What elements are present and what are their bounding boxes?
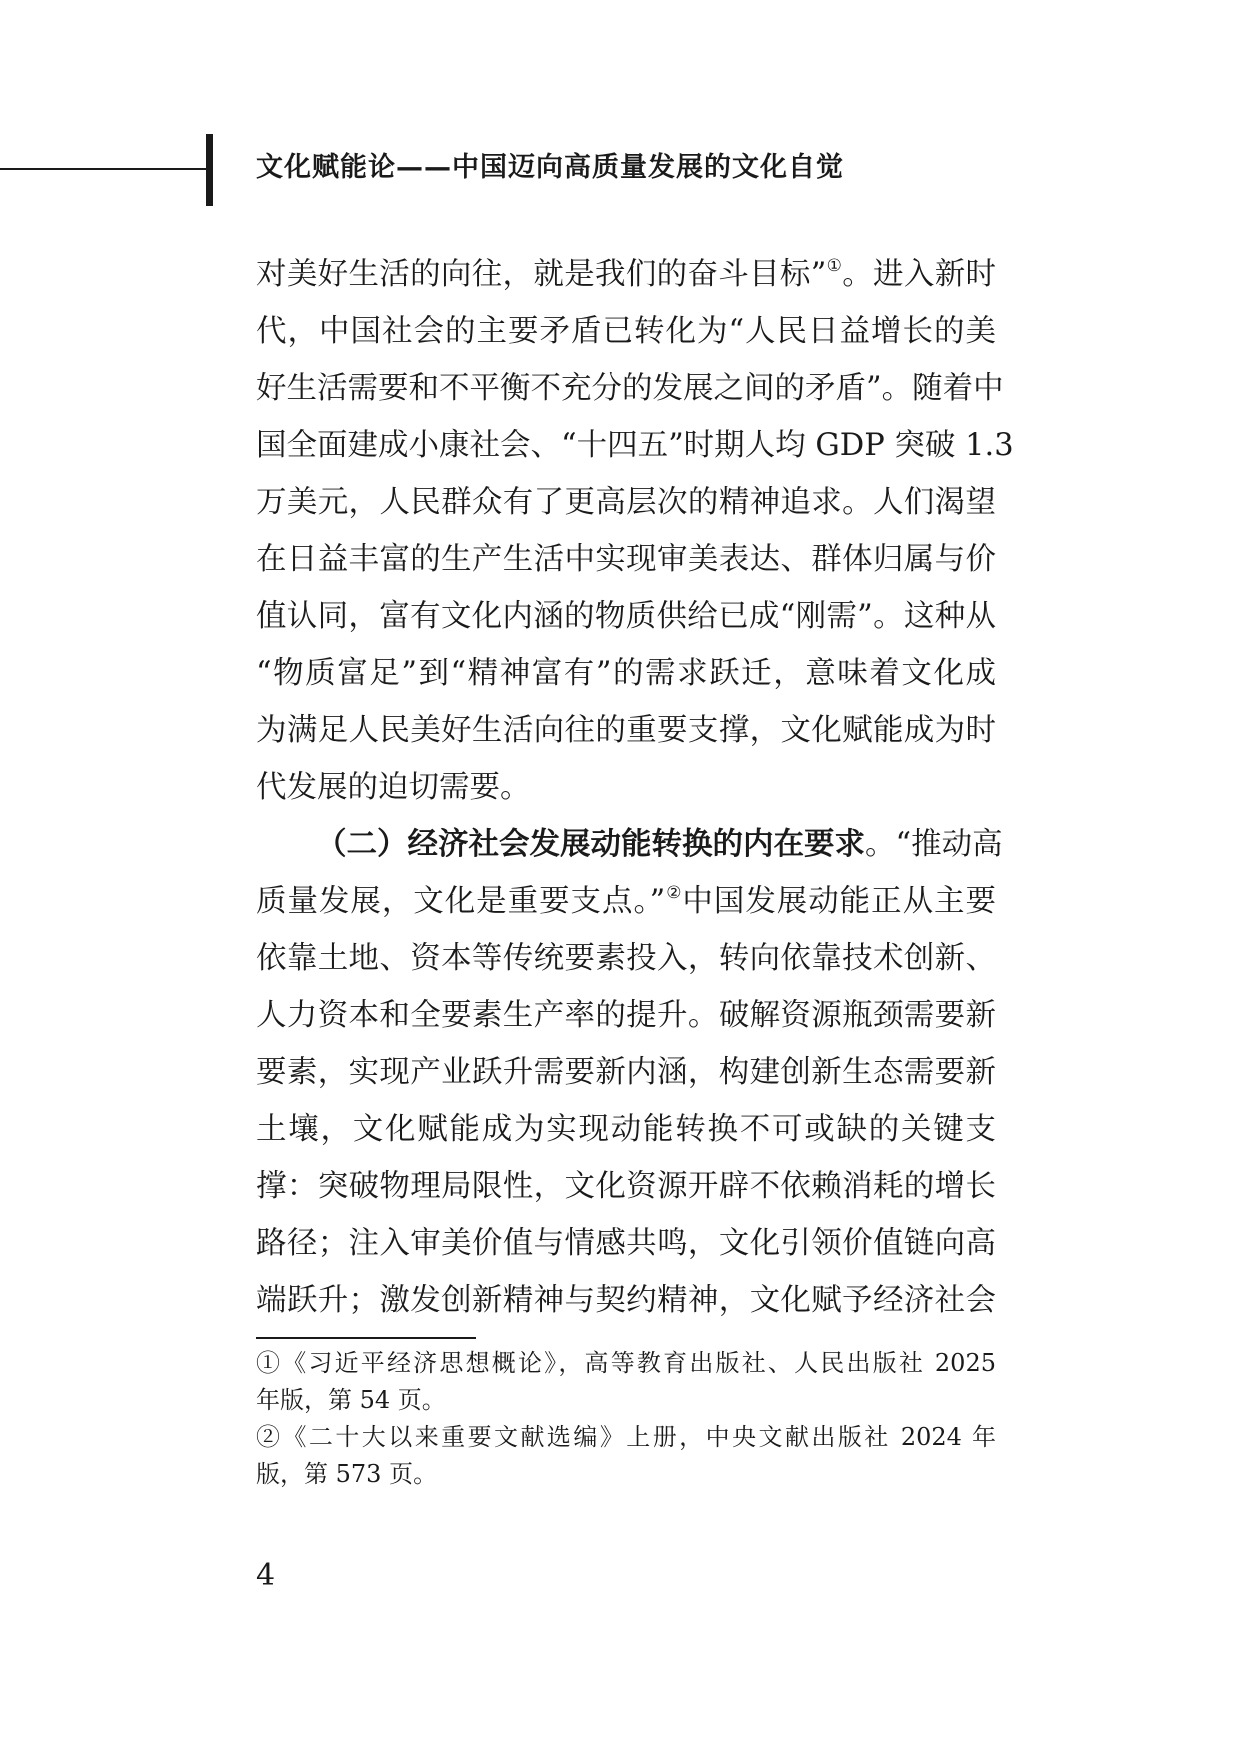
- body-line: 万美元，人民群众有了更高层次的精神追求。人们渴望: [256, 485, 996, 520]
- running-head: 文化赋能论——中国迈向高质量发展的文化自觉: [256, 152, 844, 183]
- body-line: 国全面建成小康社会、“十四五”时期人均 GDP 突破 1.3: [256, 428, 1014, 463]
- header-rule: [0, 168, 206, 170]
- footnote-ref-2[interactable]: ②: [665, 883, 683, 903]
- footnote-1-line-2: 年版，第 54 页。: [256, 1386, 446, 1414]
- body-line: 土壤，文化赋能成为实现动能转换不可或缺的关键支: [256, 1112, 996, 1147]
- footnote-2-line-2: 版，第 573 页。: [256, 1460, 438, 1488]
- footnote-2-line-1: ②《二十大以来重要文献选编》上册，中央文献出版社 2024 年: [256, 1423, 996, 1451]
- body-line: 撑：突破物理局限性，文化资源开辟不依赖消耗的增长: [256, 1169, 996, 1204]
- footnotes: [256, 1345, 996, 1493]
- body-line: 对美好生活的向往，就是我们的奋斗目标”①。进入新时: [256, 256, 997, 292]
- body-line: 为满足人民美好生活向往的重要支撑，文化赋能成为时: [256, 713, 996, 748]
- body-text: [256, 246, 1014, 1329]
- body-line: 路径；注入审美价值与情感共鸣，文化引领价值链向高: [256, 1226, 996, 1261]
- footnote-ref-1[interactable]: ①: [826, 256, 843, 276]
- body-line: 质量发展，文化是重要支点。”②中国发展动能正从主要: [256, 883, 996, 919]
- page-number: 4: [256, 1558, 276, 1593]
- body-line: 依靠土地、资本等传统要素投入，转向依靠技术创新、: [256, 941, 996, 976]
- body-line: 要素，实现产业跃升需要新内涵，构建创新生态需要新: [256, 1055, 996, 1090]
- body-line: 在日益丰富的生产生活中实现审美表达、群体归属与价: [256, 542, 996, 577]
- section-heading: （二）经济社会发展动能转换的内在要求: [316, 827, 865, 862]
- body-line: 代，中国社会的主要矛盾已转化为“人民日益增长的美: [256, 314, 996, 349]
- body-line: “物质富足”到“精神富有”的需求跃迁，意味着文化成: [256, 656, 996, 691]
- body-line: 好生活需要和不平衡不充分的发展之间的矛盾”。随着中: [256, 371, 1004, 406]
- footnote-1-line-1: ①《习近平经济思想概论》，高等教育出版社、人民出版社 2025: [256, 1349, 996, 1377]
- section-heading-line: （二）经济社会发展动能转换的内在要求。“推动高: [316, 827, 1003, 862]
- body-line: 端跃升；激发创新精神与契约精神，文化赋予经济社会: [256, 1283, 996, 1318]
- body-line: 值认同，富有文化内涵的物质供给已成“刚需”。这种从: [256, 599, 996, 634]
- body-line: 代发展的迫切需要。: [256, 770, 531, 805]
- footnote-rule: [256, 1337, 476, 1339]
- body-line: 人力资本和全要素生产率的提升。破解资源瓶颈需要新: [256, 998, 996, 1033]
- header-bar: [206, 134, 213, 206]
